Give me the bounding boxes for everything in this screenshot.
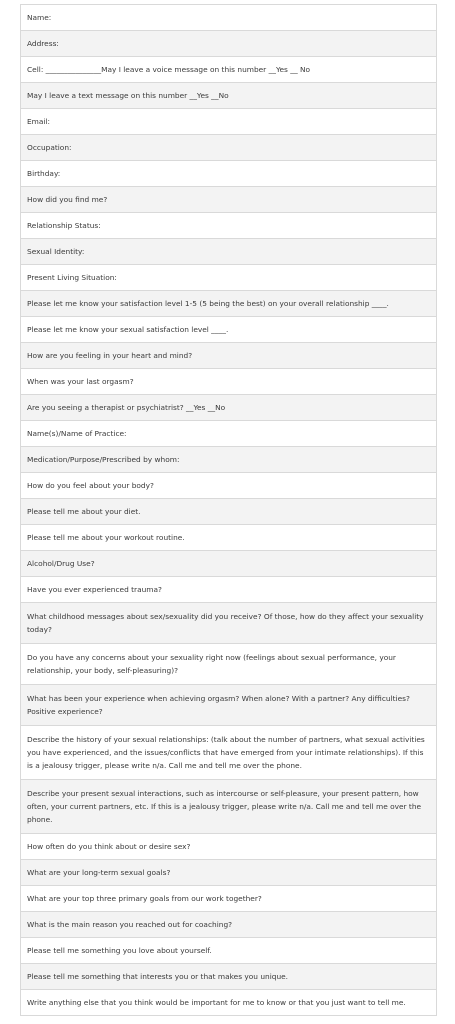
form-row bbox=[21, 421, 437, 447]
form-row bbox=[21, 447, 437, 473]
form-question: Birthday: bbox=[21, 161, 437, 187]
form-question: Present Living Situation: bbox=[21, 265, 437, 291]
form-question: What is the main reason you reached out for coaching? bbox=[21, 912, 437, 938]
form-question: Email: bbox=[21, 109, 437, 135]
form-question: Name: bbox=[21, 5, 437, 31]
form-question: Please tell me about your diet. bbox=[21, 499, 437, 525]
form-question: Alcohol/Drug Use? bbox=[21, 551, 437, 577]
form-row bbox=[21, 213, 437, 239]
form-row bbox=[21, 343, 437, 369]
form-row bbox=[21, 57, 437, 83]
form-question: What childhood messages about sex/sexuality did you receive? Of those, how do they affect your sexuality today? bbox=[21, 603, 437, 644]
form-row bbox=[21, 603, 437, 644]
form-question: Write anything else that you think would be important for me to know or that you just want to tell me. bbox=[21, 990, 437, 1016]
form-row bbox=[21, 31, 437, 57]
form-question: How do you feel about your body? bbox=[21, 473, 437, 499]
form-row bbox=[21, 525, 437, 551]
form-row bbox=[21, 938, 437, 964]
form-row bbox=[21, 109, 437, 135]
form-row bbox=[21, 780, 437, 834]
form-question: What are your long-term sexual goals? bbox=[21, 860, 437, 886]
form-row bbox=[21, 912, 437, 938]
form-question: When was your last orgasm? bbox=[21, 369, 437, 395]
form-row bbox=[21, 83, 437, 109]
form-row bbox=[21, 395, 437, 421]
form-row bbox=[21, 726, 437, 780]
form-row bbox=[21, 964, 437, 990]
form-row bbox=[21, 5, 437, 31]
form-question: Describe your present sexual interactions, such as intercourse or self-pleasure, your present pattern, how often, your current partners, etc. If this is a jealousy trigger, please write n/a. Call me and tell me over the phone. bbox=[21, 780, 437, 834]
form-question: Name(s)/Name of Practice: bbox=[21, 421, 437, 447]
form-row bbox=[21, 187, 437, 213]
form-question: Occupation: bbox=[21, 135, 437, 161]
form-question: Address: bbox=[21, 31, 437, 57]
form-question: How often do you think about or desire sex? bbox=[21, 834, 437, 860]
form-row bbox=[21, 577, 437, 603]
form-row bbox=[21, 369, 437, 395]
form-row bbox=[21, 860, 437, 886]
form-question: What are your top three primary goals from our work together? bbox=[21, 886, 437, 912]
form-row bbox=[21, 239, 437, 265]
form-row bbox=[21, 990, 437, 1016]
form-row bbox=[21, 834, 437, 860]
form-question: Please let me know your satisfaction level 1-5 (5 being the best) on your overall relationship ____. bbox=[21, 291, 437, 317]
form-question: Are you seeing a therapist or psychiatrist? __Yes __No bbox=[21, 395, 437, 421]
form-question: Medication/Purpose/Prescribed by whom: bbox=[21, 447, 437, 473]
form-question: How are you feeling in your heart and mind? bbox=[21, 343, 437, 369]
form-row bbox=[21, 886, 437, 912]
intake-form-body bbox=[21, 5, 437, 1016]
form-question: Cell: _______________May I leave a voice message on this number __Yes __ No bbox=[21, 57, 437, 83]
form-question: Please let me know your sexual satisfaction level ____. bbox=[21, 317, 437, 343]
form-question: What has been your experience when achieving orgasm? When alone? With a partner? Any difficulties? Positive experience? bbox=[21, 685, 437, 726]
form-question: Relationship Status: bbox=[21, 213, 437, 239]
form-row bbox=[21, 644, 437, 685]
form-question: May I leave a text message on this number __Yes __No bbox=[21, 83, 437, 109]
form-row bbox=[21, 473, 437, 499]
form-row bbox=[21, 135, 437, 161]
form-row bbox=[21, 161, 437, 187]
form-row bbox=[21, 291, 437, 317]
form-row bbox=[21, 499, 437, 525]
form-row bbox=[21, 265, 437, 291]
form-question: Sexual Identity: bbox=[21, 239, 437, 265]
form-question: Please tell me something you love about yourself. bbox=[21, 938, 437, 964]
form-row bbox=[21, 685, 437, 726]
form-question: Have you ever experienced trauma? bbox=[21, 577, 437, 603]
form-row bbox=[21, 551, 437, 577]
intake-form-table bbox=[20, 4, 437, 1016]
form-question: How did you find me? bbox=[21, 187, 437, 213]
form-row bbox=[21, 317, 437, 343]
form-question: Please tell me something that interests you or that makes you unique. bbox=[21, 964, 437, 990]
form-question: Do you have any concerns about your sexuality right now (feelings about sexual performance, your relationship, your body, self-pleasuring)? bbox=[21, 644, 437, 685]
form-question: Please tell me about your workout routine. bbox=[21, 525, 437, 551]
form-question: Describe the history of your sexual relationships: (talk about the number of partners, what sexual activities you have experienced, and the issues/conflicts that have emerged from your intimate relationships). If this is a jealousy trigger, please write n/a. Call me and tell me over the phone. bbox=[21, 726, 437, 780]
